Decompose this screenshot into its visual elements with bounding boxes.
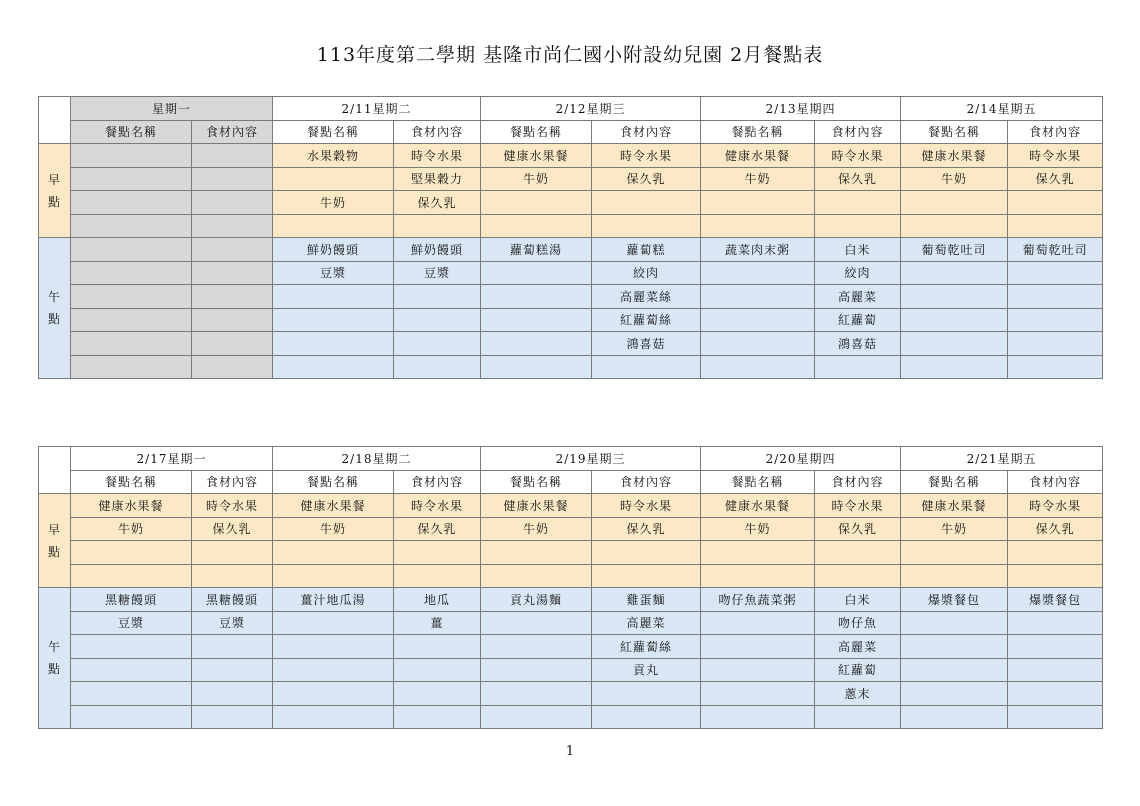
meal-name-cell	[273, 705, 394, 729]
lunch-row	[39, 705, 1103, 729]
ingredient-cell: 蔥末	[815, 682, 901, 706]
lunch-row	[39, 261, 1103, 285]
meal-name-cell	[901, 658, 1008, 682]
meal-name-cell	[71, 658, 192, 682]
meal-name-header: 餐點名稱	[481, 470, 592, 494]
meal-name-cell	[701, 332, 815, 356]
lunch-label-char: 午	[47, 640, 61, 654]
meal-name-cell	[901, 635, 1008, 659]
menu-table-week2	[38, 446, 1103, 729]
breakfast-row	[39, 144, 1103, 168]
ingredient-cell	[592, 705, 701, 729]
ingredient-cell	[592, 355, 701, 379]
meal-name-cell: 健康水果餐	[71, 494, 192, 518]
meal-name-cell: 牛奶	[71, 517, 192, 541]
ingredient-cell	[592, 214, 701, 238]
ingredient-cell: 保久乳	[592, 517, 701, 541]
meal-name-cell	[71, 214, 192, 238]
ingredient-cell	[192, 308, 273, 332]
ingredient-cell	[192, 332, 273, 356]
meal-name-cell: 蔬菜肉末粥	[701, 238, 815, 262]
ingredient-cell	[394, 541, 481, 565]
ingredient-cell: 白米	[815, 238, 901, 262]
breakfast-row	[39, 564, 1103, 588]
lunch-row	[39, 308, 1103, 332]
ingredient-cell	[192, 541, 273, 565]
lunch-row	[39, 588, 1103, 612]
meal-name-header: 餐點名稱	[901, 470, 1008, 494]
meal-name-cell: 葡萄乾吐司	[901, 238, 1008, 262]
ingredient-cell: 高麗菜	[815, 285, 901, 309]
ingredient-cell: 保久乳	[815, 517, 901, 541]
day-header: 2/11星期二	[273, 97, 481, 121]
ingredient-cell: 堅果穀力	[394, 167, 481, 191]
menu-table-week1	[38, 96, 1103, 379]
ingredient-cell: 時令水果	[192, 494, 273, 518]
ingredients-header: 食材內容	[394, 470, 481, 494]
ingredient-cell: 時令水果	[1008, 144, 1103, 168]
ingredients-header: 食材內容	[394, 120, 481, 144]
meal-name-cell	[273, 658, 394, 682]
corner-cell	[39, 97, 71, 144]
ingredient-cell: 保久乳	[1008, 167, 1103, 191]
ingredients-header: 食材內容	[592, 120, 701, 144]
ingredient-cell	[192, 635, 273, 659]
breakfast-label	[39, 494, 71, 588]
ingredient-cell	[592, 191, 701, 215]
ingredient-cell	[192, 564, 273, 588]
ingredient-cell: 貢丸	[592, 658, 701, 682]
meal-name-cell	[71, 564, 192, 588]
day-header-row	[39, 97, 1103, 121]
breakfast-label-char: 點	[47, 544, 61, 559]
ingredient-cell	[192, 682, 273, 706]
meal-name-cell	[481, 541, 592, 565]
meal-name-header: 餐點名稱	[701, 120, 815, 144]
meal-name-cell: 爆漿餐包	[901, 588, 1008, 612]
meal-name-cell: 健康水果餐	[481, 144, 592, 168]
breakfast-row	[39, 541, 1103, 565]
ingredients-header: 食材內容	[815, 120, 901, 144]
ingredient-cell	[192, 167, 273, 191]
ingredient-cell: 時令水果	[394, 144, 481, 168]
meal-name-cell: 健康水果餐	[701, 494, 815, 518]
meal-name-cell	[273, 308, 394, 332]
ingredient-cell	[1008, 214, 1103, 238]
ingredient-cell: 時令水果	[592, 494, 701, 518]
ingredient-cell: 白米	[815, 588, 901, 612]
ingredient-cell	[1008, 355, 1103, 379]
meal-name-header: 餐點名稱	[71, 470, 192, 494]
ingredients-header: 食材內容	[192, 120, 273, 144]
ingredient-cell: 薑	[394, 611, 481, 635]
meal-name-header: 餐點名稱	[901, 120, 1008, 144]
ingredient-cell	[815, 355, 901, 379]
meal-name-cell: 牛奶	[901, 517, 1008, 541]
day-header: 2/17星期一	[71, 447, 273, 471]
meal-name-cell: 黑糖饅頭	[71, 588, 192, 612]
ingredient-cell: 保久乳	[815, 167, 901, 191]
ingredient-cell	[394, 682, 481, 706]
lunch-row	[39, 238, 1103, 262]
ingredient-cell: 高麗菜	[592, 611, 701, 635]
ingredient-cell	[815, 191, 901, 215]
meal-name-cell	[701, 191, 815, 215]
meal-name-cell: 蘿蔔糕湯	[481, 238, 592, 262]
meal-name-cell: 牛奶	[481, 517, 592, 541]
ingredient-cell	[394, 214, 481, 238]
meal-name-cell	[71, 355, 192, 379]
lunch-row	[39, 611, 1103, 635]
day-header-row	[39, 447, 1103, 471]
meal-name-cell	[273, 332, 394, 356]
day-header: 2/19星期三	[481, 447, 701, 471]
ingredient-cell	[1008, 682, 1103, 706]
ingredient-cell: 時令水果	[1008, 494, 1103, 518]
meal-name-header: 餐點名稱	[273, 120, 394, 144]
ingredient-cell	[394, 564, 481, 588]
meal-name-cell: 健康水果餐	[901, 144, 1008, 168]
ingredient-cell: 紅蘿蔔絲	[592, 635, 701, 659]
meal-name-cell: 薑汁地瓜湯	[273, 588, 394, 612]
ingredient-cell: 地瓜	[394, 588, 481, 612]
meal-name-cell	[901, 214, 1008, 238]
ingredient-cell: 絞肉	[815, 261, 901, 285]
ingredient-cell	[1008, 705, 1103, 729]
lunch-row	[39, 658, 1103, 682]
ingredient-cell: 蘿蔔糕	[592, 238, 701, 262]
ingredients-header: 食材內容	[1008, 470, 1103, 494]
ingredient-cell	[394, 658, 481, 682]
meal-name-cell	[901, 682, 1008, 706]
ingredient-cell: 高麗菜	[815, 635, 901, 659]
day-header: 2/21星期五	[901, 447, 1103, 471]
ingredient-cell: 保久乳	[592, 167, 701, 191]
meal-name-cell	[71, 705, 192, 729]
ingredient-cell: 豆漿	[192, 611, 273, 635]
breakfast-label	[39, 144, 71, 238]
meal-name-cell	[481, 658, 592, 682]
ingredient-cell	[815, 214, 901, 238]
meal-name-cell	[481, 308, 592, 332]
ingredient-cell: 吻仔魚	[815, 611, 901, 635]
ingredient-cell	[1008, 611, 1103, 635]
meal-name-cell	[273, 682, 394, 706]
meal-name-cell	[273, 355, 394, 379]
meal-name-cell: 鮮奶饅頭	[273, 238, 394, 262]
ingredient-cell: 時令水果	[815, 144, 901, 168]
lunch-label-char: 點	[47, 312, 61, 326]
meal-name-cell	[71, 682, 192, 706]
ingredient-cell: 紅蘿蔔絲	[592, 308, 701, 332]
ingredient-cell: 紅蘿蔔	[815, 308, 901, 332]
meal-name-cell	[901, 332, 1008, 356]
ingredient-cell: 鴻喜菇	[592, 332, 701, 356]
ingredient-cell: 時令水果	[394, 494, 481, 518]
meal-name-header: 餐點名稱	[481, 120, 592, 144]
lunch-label	[39, 238, 71, 379]
meal-name-cell	[701, 564, 815, 588]
meal-name-cell: 健康水果餐	[901, 494, 1008, 518]
day-header: 2/20星期四	[701, 447, 901, 471]
day-header: 2/12星期三	[481, 97, 701, 121]
meal-name-cell	[701, 635, 815, 659]
breakfast-row	[39, 517, 1103, 541]
ingredient-cell	[1008, 332, 1103, 356]
ingredient-cell	[192, 144, 273, 168]
meal-name-cell: 貢丸湯麵	[481, 588, 592, 612]
meal-name-cell	[701, 355, 815, 379]
ingredients-header: 食材內容	[1008, 120, 1103, 144]
meal-name-cell	[481, 285, 592, 309]
ingredient-cell	[1008, 541, 1103, 565]
breakfast-label-char: 早	[47, 522, 61, 537]
ingredient-cell: 時令水果	[592, 144, 701, 168]
ingredients-header: 食材內容	[815, 470, 901, 494]
meal-name-cell	[481, 191, 592, 215]
ingredient-cell: 豆漿	[394, 261, 481, 285]
ingredient-cell: 絞肉	[592, 261, 701, 285]
meal-name-cell: 豆漿	[71, 611, 192, 635]
lunch-label-char: 點	[47, 662, 61, 676]
breakfast-row	[39, 191, 1103, 215]
meal-name-cell: 牛奶	[273, 191, 394, 215]
lunch-row	[39, 682, 1103, 706]
ingredients-header: 食材內容	[592, 470, 701, 494]
ingredient-cell	[815, 705, 901, 729]
ingredient-cell: 保久乳	[192, 517, 273, 541]
meal-name-cell	[901, 611, 1008, 635]
ingredient-cell: 鴻喜菇	[815, 332, 901, 356]
ingredient-cell	[394, 308, 481, 332]
ingredient-cell	[192, 658, 273, 682]
ingredient-cell	[1008, 658, 1103, 682]
ingredient-cell	[394, 285, 481, 309]
breakfast-row	[39, 214, 1103, 238]
ingredient-cell	[1008, 308, 1103, 332]
meal-name-cell	[71, 635, 192, 659]
meal-name-cell: 牛奶	[901, 167, 1008, 191]
meal-name-cell	[71, 308, 192, 332]
meal-name-cell	[901, 705, 1008, 729]
ingredients-header: 食材內容	[192, 470, 273, 494]
meal-name-cell	[481, 611, 592, 635]
ingredient-cell: 爆漿餐包	[1008, 588, 1103, 612]
ingredient-cell	[192, 191, 273, 215]
ingredient-cell	[592, 541, 701, 565]
meal-name-cell	[273, 214, 394, 238]
ingredient-cell: 保久乳	[394, 191, 481, 215]
meal-name-cell	[481, 261, 592, 285]
meal-name-cell	[71, 332, 192, 356]
meal-name-cell	[701, 682, 815, 706]
day-header: 2/18星期二	[273, 447, 481, 471]
breakfast-label-char: 點	[47, 194, 61, 209]
meal-name-cell: 牛奶	[481, 167, 592, 191]
meal-name-cell	[701, 611, 815, 635]
ingredient-cell: 保久乳	[394, 517, 481, 541]
meal-name-cell	[901, 308, 1008, 332]
page-title: 113年度第二學期 基隆市尚仁國小附設幼兒園 2月餐點表	[316, 44, 824, 66]
meal-name-cell: 吻仔魚蔬菜粥	[701, 588, 815, 612]
meal-name-cell	[701, 285, 815, 309]
meal-name-cell	[481, 635, 592, 659]
meal-name-cell	[901, 355, 1008, 379]
day-header: 2/13星期四	[701, 97, 901, 121]
meal-name-cell	[901, 285, 1008, 309]
ingredient-cell: 高麗菜絲	[592, 285, 701, 309]
breakfast-row	[39, 167, 1103, 191]
sub-header-row	[39, 120, 1103, 144]
meal-name-cell	[71, 167, 192, 191]
ingredient-cell	[1008, 261, 1103, 285]
meal-name-cell: 健康水果餐	[481, 494, 592, 518]
lunch-row	[39, 332, 1103, 356]
ingredient-cell: 保久乳	[1008, 517, 1103, 541]
ingredient-cell: 黑糖饅頭	[192, 588, 273, 612]
day-header: 2/14星期五	[901, 97, 1103, 121]
ingredient-cell: 時令水果	[815, 494, 901, 518]
meal-name-cell	[481, 705, 592, 729]
meal-name-cell: 健康水果餐	[273, 494, 394, 518]
meal-name-cell	[273, 167, 394, 191]
ingredient-cell	[394, 332, 481, 356]
meal-name-cell	[701, 308, 815, 332]
meal-name-cell	[481, 682, 592, 706]
lunch-label	[39, 588, 71, 729]
meal-name-cell	[701, 658, 815, 682]
meal-name-cell: 牛奶	[701, 167, 815, 191]
lunch-row	[39, 635, 1103, 659]
ingredient-cell	[394, 355, 481, 379]
meal-name-cell	[273, 541, 394, 565]
lunch-row	[39, 355, 1103, 379]
meal-name-cell	[481, 355, 592, 379]
meal-name-cell	[71, 144, 192, 168]
ingredient-cell	[192, 261, 273, 285]
meal-name-cell	[273, 564, 394, 588]
meal-name-cell	[71, 285, 192, 309]
ingredient-cell: 紅蘿蔔	[815, 658, 901, 682]
ingredient-cell	[1008, 191, 1103, 215]
meal-name-cell: 健康水果餐	[701, 144, 815, 168]
meal-name-cell	[901, 541, 1008, 565]
ingredient-cell	[394, 635, 481, 659]
meal-name-cell	[71, 238, 192, 262]
meal-name-cell	[273, 285, 394, 309]
meal-name-cell	[701, 541, 815, 565]
meal-name-cell	[71, 191, 192, 215]
ingredient-cell	[1008, 635, 1103, 659]
ingredient-cell	[815, 541, 901, 565]
meal-name-cell	[901, 261, 1008, 285]
ingredient-cell	[192, 355, 273, 379]
ingredient-cell	[192, 285, 273, 309]
meal-name-cell	[273, 611, 394, 635]
ingredient-cell	[592, 682, 701, 706]
ingredient-cell	[1008, 564, 1103, 588]
ingredient-cell: 鮮奶饅頭	[394, 238, 481, 262]
breakfast-label-char: 早	[47, 172, 61, 187]
corner-cell	[39, 447, 71, 494]
meal-name-cell: 豆漿	[273, 261, 394, 285]
meal-name-cell	[901, 191, 1008, 215]
ingredient-cell	[192, 705, 273, 729]
meal-name-cell	[71, 261, 192, 285]
day-header: 星期一	[71, 97, 273, 121]
ingredient-cell	[192, 214, 273, 238]
meal-name-cell	[701, 214, 815, 238]
meal-name-cell	[701, 261, 815, 285]
ingredient-cell	[394, 705, 481, 729]
meal-name-cell	[901, 564, 1008, 588]
ingredient-cell: 雞蛋麵	[592, 588, 701, 612]
meal-name-cell: 牛奶	[701, 517, 815, 541]
sub-header-row	[39, 470, 1103, 494]
meal-name-cell	[481, 332, 592, 356]
meal-name-cell	[481, 214, 592, 238]
ingredient-cell	[815, 564, 901, 588]
ingredient-cell: 葡萄乾吐司	[1008, 238, 1103, 262]
lunch-row	[39, 285, 1103, 309]
meal-name-cell: 牛奶	[273, 517, 394, 541]
meal-name-cell: 水果穀物	[273, 144, 394, 168]
breakfast-row	[39, 494, 1103, 518]
ingredient-cell	[592, 564, 701, 588]
meal-name-cell	[701, 705, 815, 729]
ingredient-cell	[192, 238, 273, 262]
lunch-label-char: 午	[47, 290, 61, 304]
meal-name-cell	[481, 564, 592, 588]
meal-name-header: 餐點名稱	[273, 470, 394, 494]
meal-name-cell	[273, 635, 394, 659]
meal-name-header: 餐點名稱	[71, 120, 192, 144]
meal-name-cell	[71, 541, 192, 565]
ingredient-cell	[1008, 285, 1103, 309]
meal-name-header: 餐點名稱	[701, 470, 815, 494]
page-number: 1	[565, 744, 575, 759]
